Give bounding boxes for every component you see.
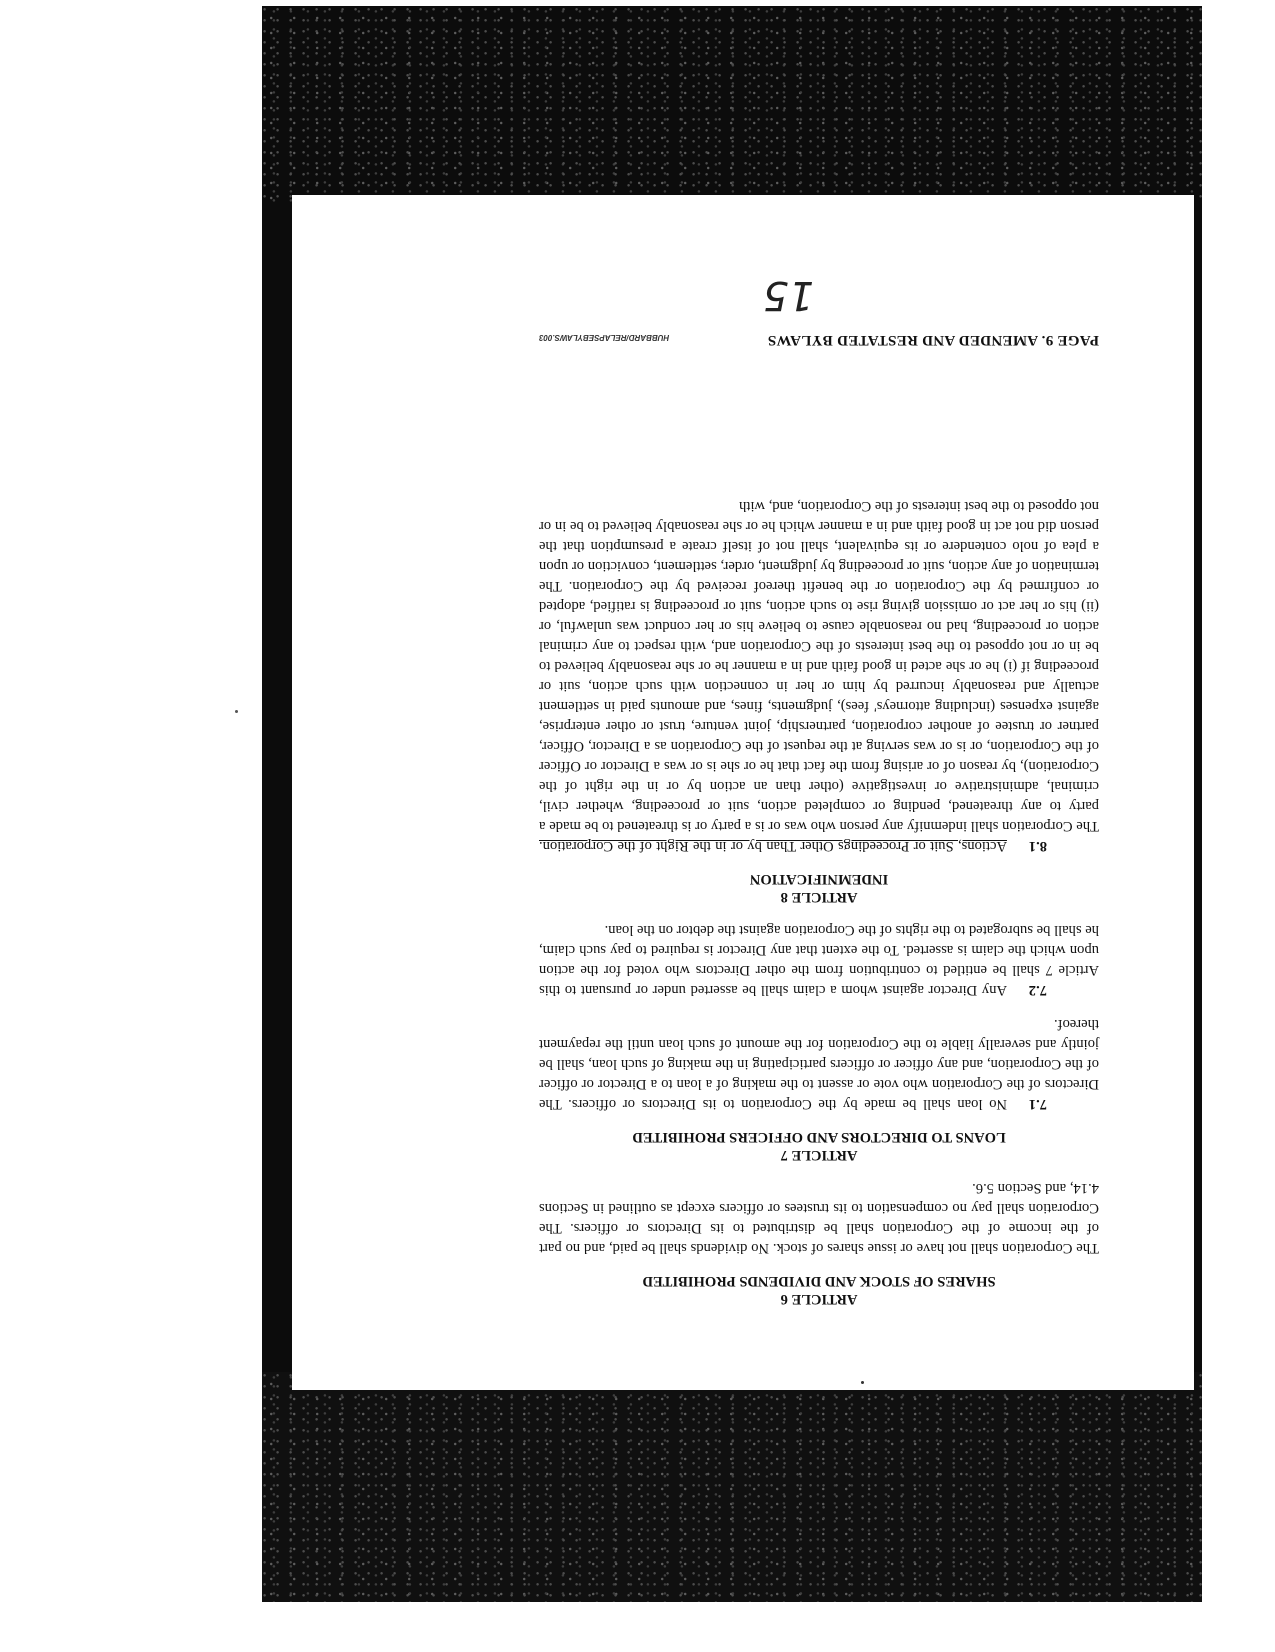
handwritten-page-number: 15 [763, 272, 814, 318]
margin-speck [235, 710, 238, 713]
article-7 [539, 1128, 1099, 1164]
footer-page-label: PAGE 9. AMENDED AND RESTATED BYLAWS [767, 332, 1099, 348]
footer-file-reference: HUBBARD/RELAPSEBYLAWS.003 [539, 333, 670, 342]
section-7-1-body: No loan shall be made by the Corporation to its Directors or officers. The Directors of the Corporation who vote or assent to the making of a loan to a Director or officer of the Corporation, and any officer or officers participating in the making of such loan, shall be jointly and severally liable to the Corporation for the amount of such loan until the repayment thereof. [539, 1016, 1099, 1112]
page-speck [861, 1381, 864, 1384]
article-7-title: LOANS TO DIRECTORS AND OFFICERS PROHIBITED [632, 1129, 1006, 1145]
section-7-2-number: 7.2 [1028, 982, 1047, 998]
upside-down-page-content [292, 195, 1194, 1390]
section-7-2 [539, 920, 1099, 1000]
article-8-title: INDEMNIFICATION [749, 871, 889, 887]
article-6-body: The Corporation shall not have or issue shares of stock. No dividends shall be paid, and no part of the income of the Corporation shall be distributed to its Directors or officers. The Corporation shall pay no compensation to its trustees or officers except as outlined in Sections 4.14, and Section 5.6. [539, 1180, 1099, 1256]
article-8 [539, 870, 1099, 906]
scanned-page [292, 195, 1194, 1390]
section-7-1-number: 7.1 [1028, 1096, 1047, 1112]
article-6 [539, 1272, 1099, 1308]
page-body [539, 482, 1099, 1308]
section-8-1 [539, 496, 1099, 856]
article-6-number: ARTICLE 6 [780, 1291, 858, 1307]
section-8-1-heading: Actions, Suit or Proceedings Other Than by or in the Right of the Corporation. [539, 838, 1007, 854]
article-7-number: ARTICLE 7 [780, 1147, 858, 1163]
section-7-1 [539, 1014, 1099, 1114]
article-8-number: ARTICLE 8 [780, 889, 858, 905]
article-6-title: SHARES OF STOCK AND DIVIDENDS PROHIBITED [642, 1273, 996, 1289]
scan-noise-bottom [262, 1372, 1202, 1602]
scan-noise-top [262, 6, 1202, 206]
section-8-1-body: The Corporation shall indemnify any person who was or is a party or is threatened to be made a party to any threatened, pending or completed action, suit or proceeding, whether civil, criminal, administrative or investigative (other than an action by or in the right of the Corporation), by reason of or arising from the fact that he or she is or was a Director or Officer of the Corporation, or is or was serving at the request of the Corporation as a Director, Officer, partner or trustee of another corporation, partnership, joint venture, trust or other enterprise, against expenses (including attorneys' fees), judgments, fines, and amounts paid in settlement actually and reasonably incurred by him or her in connection with such action, suit or proceeding if (i) he or she acted in good faith and in a manner he or she reasonably believed to be in or not opposed to the best interests of the Corporation and, with respect to any criminal action or proceeding, had no reasonable cause to believe his or her conduct was unlawful, or (ii) his or her act or omission giving rise to such action, suit or proceeding is ratified, adopted or confirmed by the Corporation or the benefit thereof received by the Corporation. The termination of any action, suit or proceeding by judgment, order, settlement, conviction or upon a plea of nolo contendere or its equivalent, shall not of itself create a presumption that the person did not act in good faith and in a manner which he or she reasonably believed to be in or not opposed to the best interests of the Corporation, and, with [539, 498, 1099, 834]
section-7-2-body: Any Director against whom a claim shall be asserted under or pursuant to this Article 7 shall be entitled to contribution from the other Directors who voted for the action upon which the claim is asserted. To the extent that any Director is required to pay such claim, he shall be subrogated to the rights of the Corporation against the debtor on the loan. [539, 922, 1099, 998]
section-8-1-number: 8.1 [1028, 838, 1047, 854]
page-footer [539, 318, 1099, 348]
